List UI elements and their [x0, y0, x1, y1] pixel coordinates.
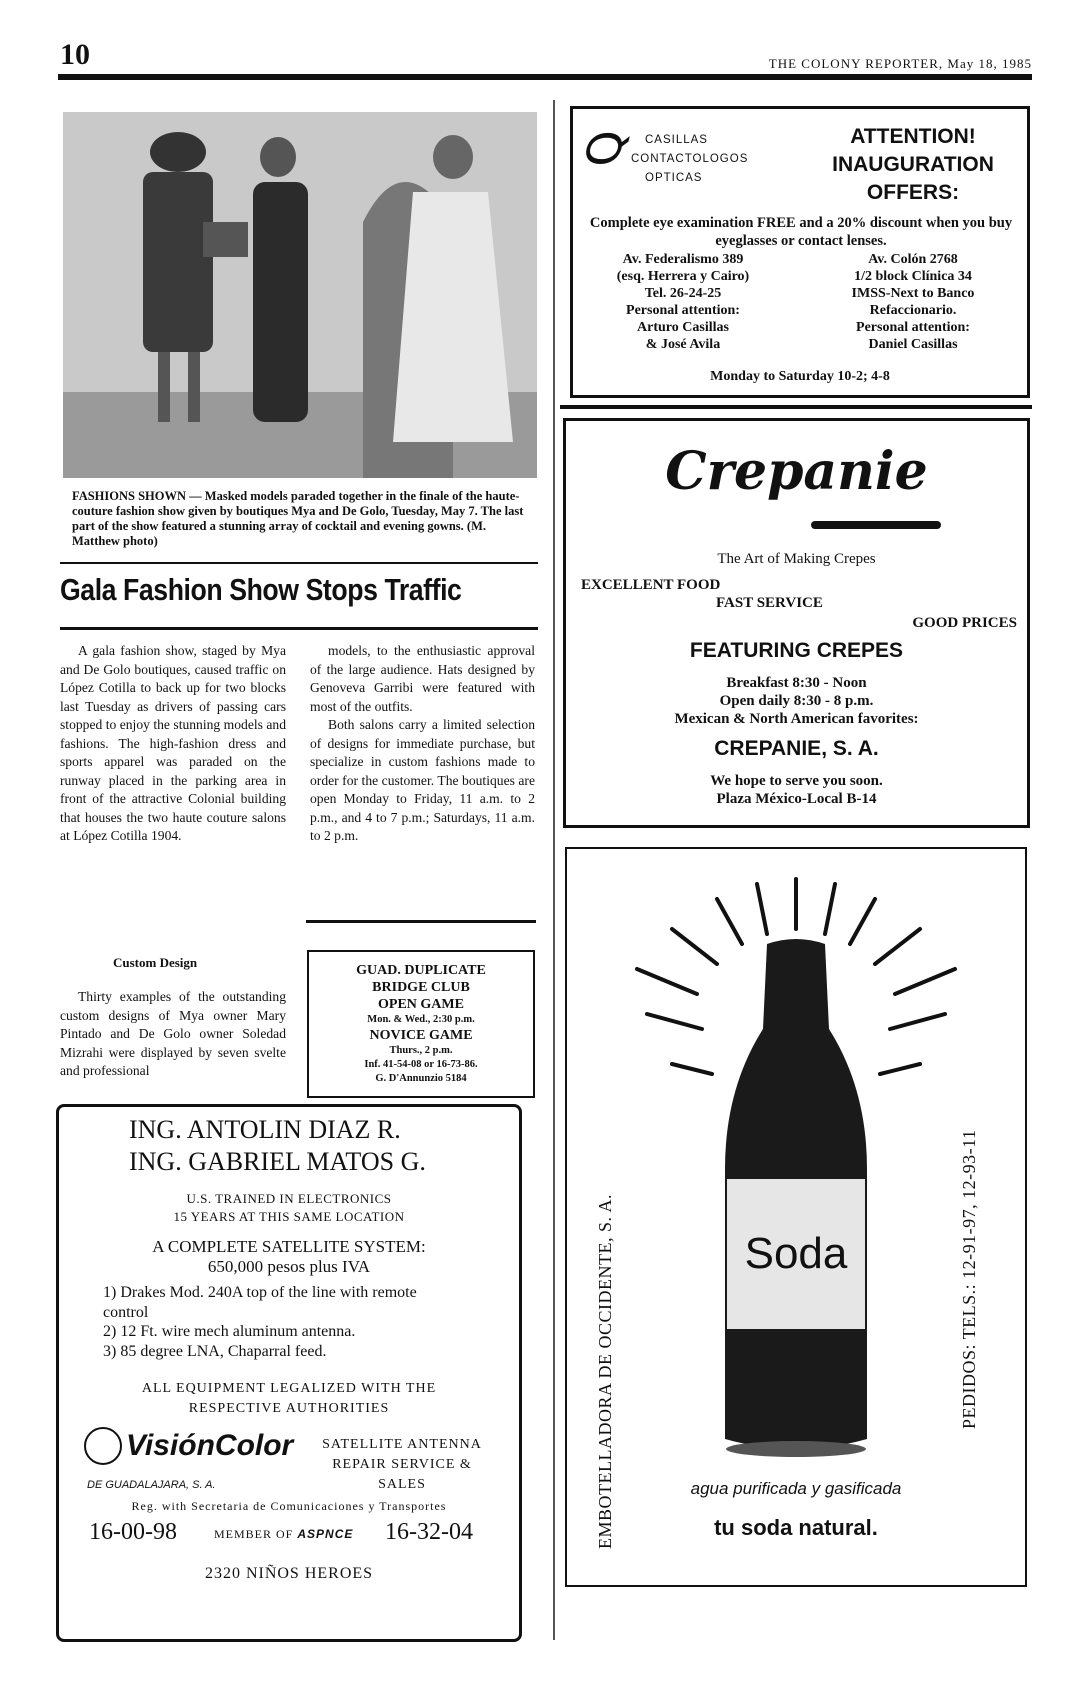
crepe-breakfast: Breakfast 8:30 - Noon [726, 675, 867, 691]
ad-service: SATELLITE ANTENNA REPAIR SERVICE & SALES [322, 1437, 482, 1492]
ad-address: 2320 NIÑOS HEROES [204, 1565, 374, 1582]
branch-line: (esq. Herrera y Cairo) [616, 269, 750, 284]
soda-company: EMBOTELLADORA DE OCCIDENTE, S. A. [595, 1194, 615, 1549]
soda-phones: PEDIDOS: TELS.: 12-91-97, 12-93-11 [959, 1129, 979, 1429]
crepe-company: CREPANIE, S. A. [714, 737, 879, 760]
ad-system: A COMPLETE SATELLITE SYSTEM: [152, 1237, 426, 1256]
column-divider [553, 100, 555, 1640]
soda-slogan-1: agua purificada y gasificada [690, 1479, 902, 1498]
optics-left-branch [583, 251, 783, 353]
ad-trained: U.S. TRAINED IN ELECTRONICS [186, 1191, 392, 1206]
article-headline: Gala Fashion Show Stops Traffic [60, 572, 462, 607]
optics-offer: Complete eye examination FREE and a 20% discount when you buy eyeglasses or contact lenses. [589, 215, 1013, 249]
soda-slogan-2: tu soda natural. [714, 1515, 878, 1540]
crepe-tagline: The Art of Making Crepes [717, 551, 876, 567]
crepe-prices: GOOD PRICES [912, 615, 1017, 631]
soda-bottle-illustration [567, 849, 1025, 1585]
article-subhead: Custom Design [113, 955, 198, 970]
logo-line: CONTACTOLOGOS [631, 153, 749, 165]
ad-member-label: MEMBER OF [214, 1527, 294, 1541]
branch-line: & José Avila [645, 337, 721, 352]
ad-reg: Reg. with Secretaria de Comunicaciones y Transportes [131, 1499, 447, 1513]
article-column-2 [310, 642, 535, 846]
article-column-1b [60, 988, 286, 1081]
crepe-hope: We hope to serve you soon. [710, 773, 883, 789]
crepanie-ad [563, 418, 1030, 828]
optics-bottom-rule [560, 405, 1032, 409]
fashion-photo [63, 112, 537, 478]
ad-years: 15 YEARS AT THIS SAME LOCATION [173, 1209, 405, 1224]
bridge-line: Thurs., 2 p.m. [389, 1045, 453, 1056]
branch-line: Tel. 26-24-25 [644, 286, 722, 301]
ad-member [214, 1527, 353, 1542]
ad-name-2: ING. GABRIEL MATOS G. [129, 1147, 426, 1176]
page-number: 10 [60, 38, 90, 71]
crepe-mexican: Mexican & North American favorites: [674, 711, 919, 727]
crepanie-logo: Crepanie [665, 441, 928, 502]
ad-price: 650,000 pesos plus IVA [207, 1257, 371, 1276]
article-paragraph: models, to the enthusiastic approval of the large audience. Hats designed by Genoveva Garribi were featured with most of the outfits. [310, 643, 535, 714]
ad-phone-2: 16-32-04 [385, 1519, 473, 1545]
article-column-1 [60, 642, 286, 846]
ad-item: 3) 85 degree LNA, Chaparral feed. [103, 1343, 327, 1360]
crepe-pan-icon [811, 521, 941, 529]
bridge-line: Inf. 41-54-08 or 16-73-86. [364, 1059, 478, 1070]
masthead: THE COLONY REPORTER, May 18, 1985 [768, 56, 1032, 71]
crepe-plaza: Plaza México-Local B-14 [716, 791, 877, 807]
bridge-line: NOVICE GAME [369, 1028, 473, 1043]
casillas-logo-icon: ℺ [581, 122, 624, 173]
bridge-line: Mon. & Wed., 2:30 p.m. [367, 1014, 475, 1025]
branch-line: 1/2 block Clínica 34 [854, 269, 972, 284]
article-end-rule [306, 920, 536, 923]
ad-name-1: ING. ANTOLIN DIAZ R. [129, 1115, 401, 1144]
branch-line: Av. Colón 2768 [868, 252, 958, 267]
ad-legal: ALL EQUIPMENT LEGALIZED WITH THE RESPECTIVE AUTHORITIES [141, 1381, 437, 1416]
ad-item: 2) 12 Ft. wire mech aluminum antenna. [103, 1323, 356, 1340]
soda-ad [565, 847, 1027, 1587]
crepe-featuring: FEATURING CREPES [689, 639, 904, 662]
branch-line: Personal attention: [856, 320, 970, 335]
photo-caption: FASHIONS SHOWN — Masked models paraded together in the finale of the haute-couture fashion show given by boutiques Mya and De Golo, Tuesday, May 7. The last part of the show featured a stunning array of cocktail and evening gowns. (M. Matthew photo) [72, 489, 524, 548]
logo-line: CASILLAS [645, 134, 708, 146]
branch-line: Personal attention: [626, 303, 740, 318]
bridge-line: GUAD. DUPLICATE [356, 963, 486, 978]
optics-title: ATTENTION! INAUGURATION OFFERS: [832, 125, 994, 204]
ad-phone-1: 16-00-98 [89, 1519, 177, 1545]
crepe-open: Open daily 8:30 - 8 p.m. [719, 693, 874, 709]
branch-line: IMSS-Next to Banco [851, 286, 975, 301]
article-paragraph: A gala fashion show, staged by Mya and De Golo boutiques, caused traffic on López Cotilla to back up for two blocks last Tuesday as drivers of passing cars stopped to enjoy the stunning models and fashions. The high-fashion dress and sports apparel was paraded on the runway placed in the parking area in front of the attractive Colonial building that houses the two haute couture salons at López Cotilla 1904. [60, 643, 286, 843]
visioncolor-logo-text: VisiónColor [126, 1429, 294, 1462]
casillas-logo-text [631, 131, 748, 188]
article-paragraph: Both salons carry a limited selection of designs for immediate purchase, but specialize in custom fashions made to order for the customer. The boutiques are open Monday to Friday, 11 a.m. to 2 p.m., and 4 to 7 p.m.; Saturdays, 11 a.m. to 2 p.m. [310, 717, 535, 843]
aspnce-logo: ASPNCE [297, 1527, 354, 1541]
crepe-service: FAST SERVICE [716, 595, 823, 611]
satellite-ad [56, 1104, 522, 1642]
article-paragraph: Thirty examples of the outstanding custom designs of Mya owner Mary Pintado and De Golo owner Soledad Mizrahi were displayed by seven svelte and professional [60, 989, 286, 1078]
branch-line: Refaccionario. [869, 303, 957, 318]
optics-hours: Monday to Saturday 10-2; 4-8 [710, 369, 890, 384]
visioncolor-sub: DE GUADALAJARA, S. A. [87, 1479, 216, 1491]
caption-rule [60, 562, 538, 564]
headline-rule [60, 627, 538, 630]
optics-right-branch [813, 251, 1013, 353]
branch-line: Arturo Casillas [637, 320, 729, 335]
bridge-line: G. D'Annunzio 5184 [375, 1073, 467, 1084]
soda-label: Soda [744, 1229, 848, 1278]
masthead-rule [58, 74, 1032, 80]
bridge-line: OPEN GAME [378, 997, 464, 1012]
bridge-club-box [307, 950, 535, 1098]
branch-line: Daniel Casillas [868, 337, 958, 352]
bridge-line: BRIDGE CLUB [372, 980, 470, 995]
visioncolor-logo [84, 1427, 293, 1465]
logo-line: OPTICAS [645, 172, 703, 184]
crepe-food: EXCELLENT FOOD [581, 577, 721, 593]
ad-item: 1) Drakes Mod. 240A top of the line with remote control [103, 1284, 417, 1321]
branch-line: Av. Federalismo 389 [622, 252, 744, 267]
optics-ad [570, 106, 1030, 398]
